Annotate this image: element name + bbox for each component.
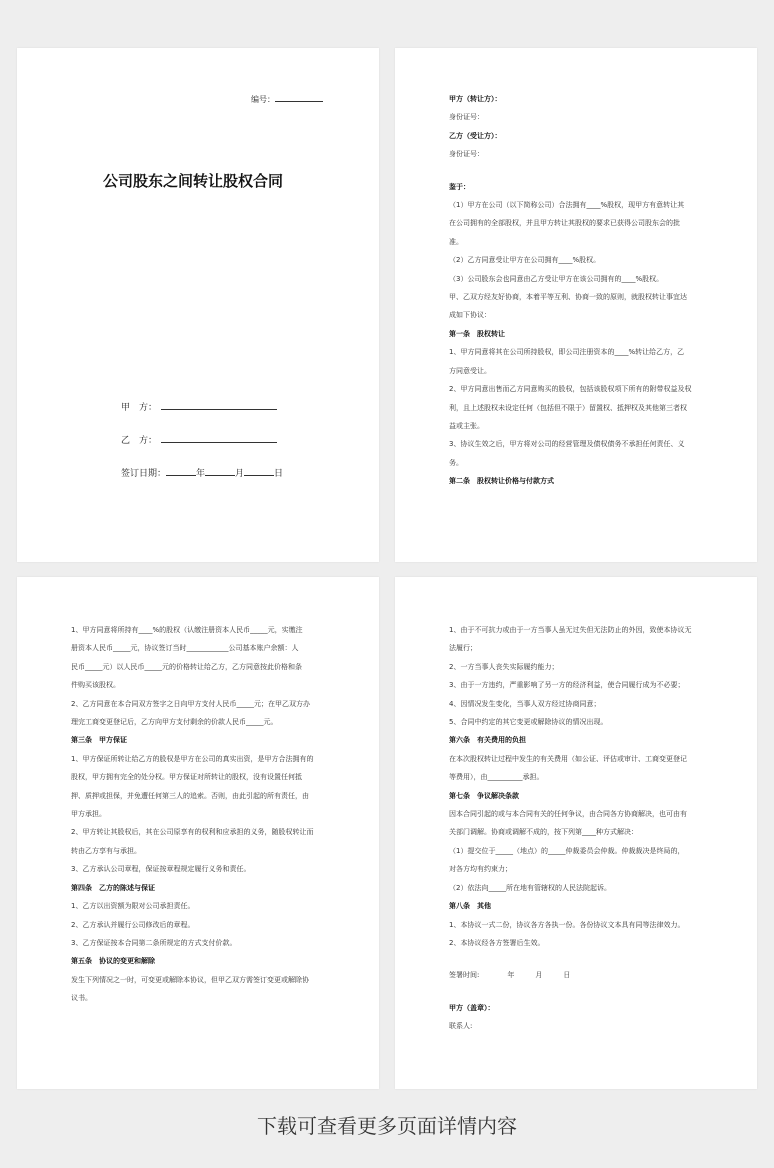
text-line: 1、本协议一式二份，协议各方各执一份。各份协议文本具有同等法律效力。: [449, 920, 685, 929]
text-line: （2）乙方同意受让甲方在公司拥有____%股权。: [449, 256, 601, 265]
section-heading: 第七条 争议解决条款: [449, 791, 519, 800]
text-line: 3、协议生效之后，甲方将对公司的经营管理及债权债务不承担任何责任、义: [449, 440, 685, 449]
text-line: 5、合同中约定的其它变更或解除协议的情况出现。: [449, 718, 608, 727]
text-line: 2、一方当事人丧失实际履约能力；: [449, 662, 559, 671]
section-heading: 鉴于：: [449, 182, 470, 191]
sign-date-row: [121, 466, 283, 479]
text-line: 4、因情况发生变化，当事人双方经过协商同意；: [449, 699, 601, 708]
text-line: 对各方均有约束力；: [449, 865, 512, 874]
text-line: 3、由于一方违约，严重影响了另一方的经济利益，使合同履行成为不必要；: [449, 681, 685, 690]
month-blank: [205, 466, 235, 476]
contract-page-cover: [17, 48, 379, 562]
text-line: （3）公司股东会也同意由乙方受让甲方在该公司拥有的____%股权。: [449, 274, 664, 283]
party-b-label: 乙 方：: [121, 436, 158, 446]
party-a-row: [121, 400, 277, 413]
text-line: 利，且上述股权未设定任何（包括但不限于）留置权、抵押权及其他第三者权: [449, 403, 687, 412]
section-heading: 第一条 股权转让: [449, 329, 505, 338]
spacer: [449, 952, 705, 966]
text-line: 身份证号：: [449, 113, 484, 122]
month-label: 月: [235, 469, 245, 479]
text-line: 议书。: [71, 994, 92, 1003]
text-line: 在本次股权转让过程中发生的有关费用（如公证、评估或审计、工商变更登记: [449, 754, 687, 763]
text-line: 在公司拥有的全部股权，并且甲方转让其股权的要求已获得公司股东会的批: [449, 219, 680, 228]
party-b-blank: [161, 433, 277, 443]
text-line: 册资本人民币_____元，协议签订当时____________公司基本账户余额：人: [71, 644, 299, 653]
text-line: 务。: [449, 458, 463, 467]
page-2-text: [449, 90, 705, 491]
section-heading: 第二条 股权转让价格与付款方式: [449, 477, 554, 486]
contract-page-2: [395, 48, 757, 562]
text-line: 法履行；: [449, 644, 477, 653]
text-line: 1、甲方同意将其在公司所持股权，即公司注册资本的____%转让给乙方，乙: [449, 348, 685, 357]
text-line: 3、乙方承认公司章程，保证按章程规定履行义务和责任。: [71, 865, 251, 874]
year-blank: [166, 466, 196, 476]
party-a-label: 甲 方：: [121, 403, 158, 413]
text-line: 1、乙方以出资额为限对公司承担责任。: [71, 902, 195, 911]
text-line: 1、甲方同意将所持有____%的股权（认缴注册资本人民币_____元，实缴注: [71, 626, 303, 634]
text-line: 2、本协议经各方签署后生效。: [449, 938, 545, 947]
contract-page-4: [395, 577, 757, 1089]
text-line: 签署时间: 年 月 日: [449, 971, 571, 980]
section-heading: 甲方（盖章）：: [449, 1003, 495, 1012]
text-line: 2、甲方转让其股权后，其在公司原享有的权利和应承担的义务，随股权转让而: [71, 828, 314, 837]
text-line: 关部门调解。协商或调解不成的，按下列第____种方式解决：: [449, 828, 638, 837]
section-heading: 第六条 有关费用的负担: [449, 736, 526, 745]
text-line: （1）甲方在公司（以下简称公司）合法拥有____%股权，现甲方有意转让其: [449, 201, 685, 210]
download-caption: 下载可查看更多页面详情内容: [257, 1114, 517, 1138]
text-line: 2、乙方承认并履行公司修改后的章程。: [71, 920, 195, 929]
text-line: 方同意受让。: [449, 366, 491, 375]
text-line: 联系人:: [449, 1022, 473, 1031]
text-line: （1）提交位于_____（地点）的_____仲裁委员会仲裁。仲裁裁决是终局的，: [449, 846, 685, 855]
contract-number-label: 编号：: [251, 95, 275, 104]
text-line: 准。: [449, 237, 463, 246]
section-heading: 第三条 甲方保证: [71, 736, 127, 745]
section-heading: 第五条 协议的变更和解除: [71, 957, 155, 966]
text-line: 益或主张。: [449, 421, 484, 430]
year-label: 年: [196, 469, 206, 479]
text-line: 民币_____元）以人民币_____元的价格转让给乙方，乙方同意按此价格和条: [71, 662, 302, 671]
page-4-text: [449, 621, 705, 1036]
contract-page-3: [17, 577, 379, 1089]
sign-date-label: 签订日期：: [121, 469, 167, 479]
text-line: 发生下列情况之一时，可变更或解除本协议，但甲乙双方需签订变更或解除协: [71, 975, 309, 984]
spacer: [449, 164, 705, 178]
text-line: 押、质押或担保，并免遭任何第三人的追索。否则，由此引起的所有责任，由: [71, 791, 309, 800]
section-heading: 乙方（受让方）：: [449, 131, 502, 140]
text-line: 1、甲方保证所转让给乙方的股权是甲方在公司的真实出资，是甲方合法拥有的: [71, 754, 314, 763]
text-line: 身份证号：: [449, 150, 484, 159]
party-b-row: [121, 433, 277, 446]
contract-number-row: [251, 92, 323, 105]
page-title: 公司股东之间转让股权合同: [103, 172, 284, 190]
text-line: 3、乙方保证按本合同第二条所规定的方式支付价款。: [71, 938, 237, 947]
text-line: 件购买该股权。: [71, 681, 120, 690]
text-line: 2、乙方同意在本合同双方签字之日向甲方支付人民币_____元；在甲乙双方办: [71, 699, 310, 708]
text-line: 甲方承担。: [71, 810, 106, 819]
text-line: 等费用），由__________承担。: [449, 773, 544, 782]
text-line: 1、由于不可抗力或由于一方当事人虽无过失但无法防止的外因，致使本协议无: [449, 626, 692, 634]
text-line: 转由乙方享有与承担。: [71, 846, 141, 855]
text-line: （2）依法向_____所在地有管辖权的人民法院起诉。: [449, 883, 611, 892]
text-line: 2、甲方同意出售而乙方同意购买的股权，包括该股权项下所有的附带权益及权: [449, 385, 692, 394]
text-line: 因本合同引起的或与本合同有关的任何争议，由合同各方协商解决，也可由有: [449, 810, 687, 819]
party-a-blank: [161, 400, 277, 410]
text-line: 成如下协议：: [449, 311, 491, 320]
day-blank: [244, 466, 274, 476]
section-heading: 第四条 乙方的陈述与保证: [71, 883, 155, 892]
text-line: 甲、乙双方经友好协商，本着平等互利、协商一致的原则，就股权转让事宜达: [449, 293, 687, 302]
section-heading: 第八条 其他: [449, 902, 491, 911]
page-3-text: [71, 621, 327, 1008]
spacer: [449, 985, 705, 999]
section-heading: 甲方（转让方）：: [449, 95, 502, 103]
contract-number-blank: [275, 92, 323, 102]
text-line: 理完工商变更登记后，乙方向甲方支付剩余的价款人民币_____元。: [71, 718, 278, 727]
text-line: 股权，甲方拥有完全的处分权。甲方保证对所转让的股权，没有设置任何抵: [71, 773, 302, 782]
watermark: [82, 298, 101, 324]
day-label: 日: [274, 469, 284, 479]
